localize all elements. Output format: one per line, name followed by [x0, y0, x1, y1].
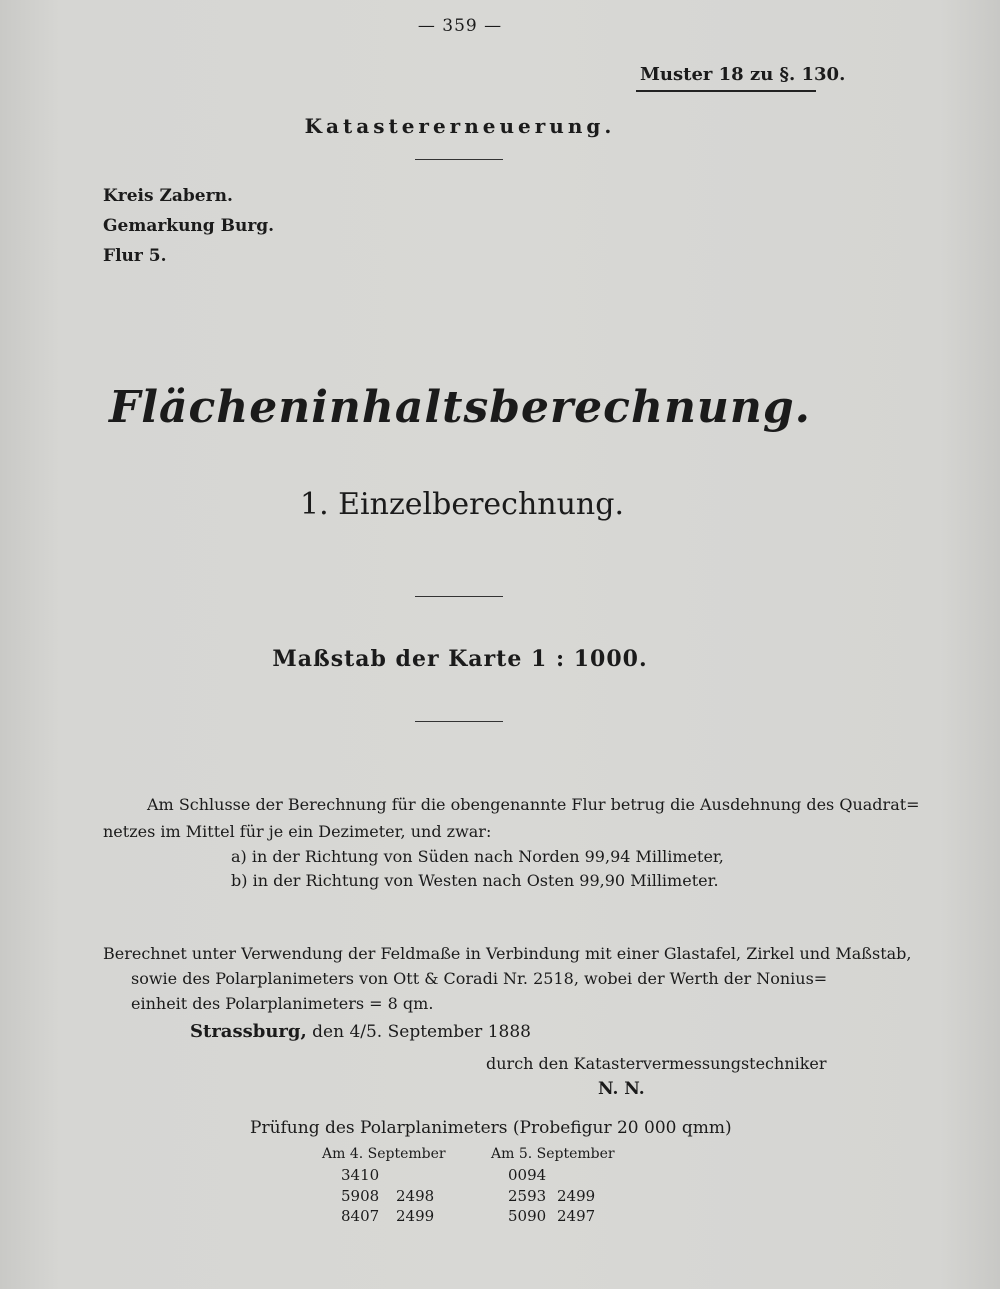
signed-by: durch den Katastervermessungstechniker	[486, 1054, 827, 1073]
body-text-line: Am Schlusse der Berechnung für die obengenannte Flur betrug die Ausdehnung des Quadrat=	[147, 795, 920, 814]
map-scale: Maßstab der Karte 1 : 1000.	[272, 646, 648, 672]
table-cell: 8407	[341, 1207, 380, 1225]
column-header: Am 4. September	[322, 1146, 446, 1162]
table-cell: 5908	[341, 1187, 380, 1205]
table-cell: 2499	[557, 1187, 596, 1205]
body-text-line: Berechnet unter Verwendung der Feldmaße in Verbindung mit einer Glastafel, Zirkel und Maßstab,	[103, 944, 912, 963]
body-text-line: sowie des Polarplanimeters von Ott & Coradi Nr. 2518, wobei der Werth der Nonius=	[131, 969, 828, 988]
form-reference: Muster 18 zu §. 130.	[640, 64, 846, 85]
column-header: Am 5. September	[491, 1146, 615, 1162]
parcel-label: Flur 5.	[103, 246, 167, 266]
section-heading: Katastererneuerung.	[304, 114, 616, 138]
table-cell: 2499	[396, 1207, 435, 1225]
table-cell: 3410	[341, 1166, 380, 1184]
place: Strassburg,	[190, 1021, 307, 1042]
measurement-east: b) in der Richtung von Westen nach Osten 99,90 Millimeter.	[231, 871, 719, 890]
place-date	[190, 1021, 531, 1042]
body-text-line: netzes im Mittel für je ein Dezimeter, und zwar:	[103, 822, 492, 841]
district-label: Kreis Zabern.	[103, 186, 233, 206]
measurement-north: a) in der Richtung von Süden nach Norden 99,94 Millimeter,	[231, 847, 724, 866]
form-reference-underline	[636, 90, 816, 92]
signatory-name: N. N.	[598, 1079, 645, 1099]
page-number: — 359 —	[417, 16, 503, 36]
planimeter-test-title: Prüfung des Polarplanimeters (Probefigur 20 000 qmm)	[250, 1118, 732, 1138]
table-cell: 0094	[508, 1166, 547, 1184]
document-subtitle: 1. Einzelberechnung.	[299, 487, 624, 522]
document-title: Flächeninhaltsberechnung.	[108, 382, 811, 433]
table-cell: 2498	[396, 1187, 435, 1205]
date: den 4/5. September 1888	[312, 1022, 531, 1042]
table-cell: 2497	[557, 1207, 596, 1225]
divider	[415, 159, 503, 160]
table-cell: 5090	[508, 1207, 547, 1225]
divider	[415, 596, 503, 597]
body-text-line: einheit des Polarplanimeters = 8 qm.	[131, 994, 434, 1013]
table-cell: 2593	[508, 1187, 547, 1205]
municipality-label: Gemarkung Burg.	[103, 216, 275, 236]
divider	[415, 721, 503, 722]
